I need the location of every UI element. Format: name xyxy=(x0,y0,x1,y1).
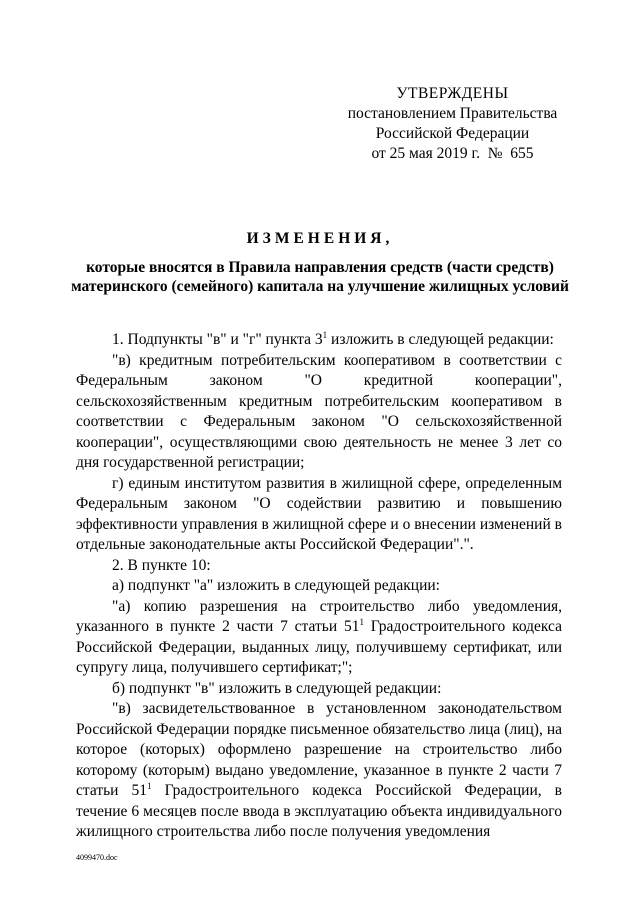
paragraph: г) единым институтом развития в жилищной сфере, определенным Федеральным законом "О содействии развитию и повышению эффективности управления в жилищной сфере и о внесении изменений в отдельные законодательные акты Российской Федерации".". xyxy=(76,474,562,553)
approval-line-3: от 25 мая 2019 г. № 655 xyxy=(371,145,534,162)
paragraph: "а) копию разрешения на строительство либо уведомления, указанного в пункте 2 части 7 статьи $51^1$ Градостроительного кодекса Российской Федерации, выданных лицу, получившему сертификат, или супругу лица, получившего сертификат;"; xyxy=(76,597,562,676)
document-title: ИЗМЕНЕНИЯ, xyxy=(246,230,394,247)
paragraph: "в) кредитным потребительским кооперативом в соответствии с Федеральным законом "О кредитной кооперации", сельскохозяйственным кредитным потребительским кооперативом в соответствии с Федеральным законом "О сельскохозяйственной кооперации", осуществляющими свою деятельность не менее 3 лет со дня государственной регистрации; xyxy=(76,351,562,471)
footer-filename: 4099470.doc xyxy=(76,853,118,862)
paragraph: 2. В пункте 10: xyxy=(112,556,211,574)
document-body xyxy=(76,330,562,843)
approval-line-1: постановлением Правительства xyxy=(347,105,558,122)
paragraph: а) подпункт "а" изложить в следующей редакции: xyxy=(112,577,440,594)
paragraph: б) подпункт "в" изложить в следующей редакции: xyxy=(112,679,442,697)
document-subtitle: которые вносятся в Правила направления средств (части средств) материнского (семейного) капитала на улучшение жилищных условий xyxy=(71,259,569,295)
approval-heading: УТВЕРЖДЕНЫ xyxy=(396,85,509,102)
approval-line-2: Российской Федерации xyxy=(375,125,530,142)
paragraph: "в) засвидетельствованное в установленном законодательством Российской Федерации порядке письменное обязательство лица (лиц), на которое (которых) оформлено разрешение на строительство либо которому (которым) выдано уведомление, указанное в пункте 2 части 7 статьи $51^1$ Градостроительного кодекса Российской Федерации, в течение 6 месяцев после ввода в эксплуатацию объекта индивидуального жилищного строительства либо после получения уведомления xyxy=(76,700,563,840)
approval-block xyxy=(340,84,565,164)
paragraph: 1. Подпункты "в" и "г" пункта $3^1$ изложить в следующей редакции: xyxy=(112,329,554,348)
